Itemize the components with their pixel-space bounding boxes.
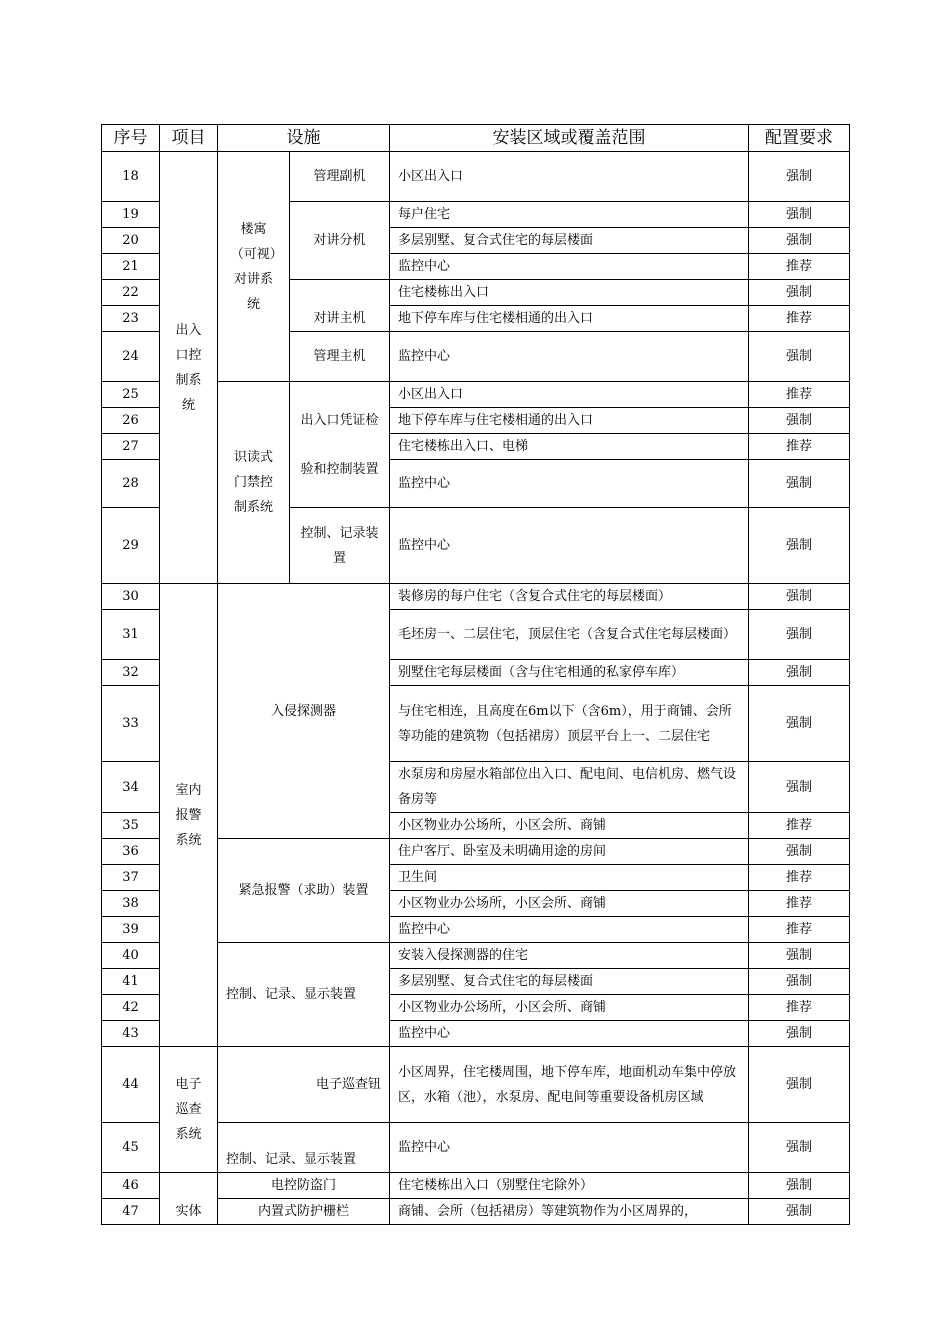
row-seq: 30: [102, 584, 160, 610]
row-area: 装修房的每户住宅（含复合式住宅的每层楼面）: [390, 584, 749, 610]
row-seq: 47: [102, 1199, 160, 1225]
row-area: 住宅楼栋出入口（别墅住宅除外）: [390, 1173, 749, 1199]
row-area: 监控中心: [390, 917, 749, 943]
facility-intercom: 楼寓（可视）对讲系统: [218, 152, 290, 382]
row-area: 监控中心: [390, 332, 749, 382]
row-seq: 25: [102, 382, 160, 408]
subfacility-main: 对讲主机: [290, 280, 390, 332]
row-req: 强制: [749, 1199, 850, 1225]
row-req: 强制: [749, 660, 850, 686]
row-seq: 27: [102, 434, 160, 460]
table-row: [102, 152, 850, 202]
row-seq: 24: [102, 332, 160, 382]
row-seq: 35: [102, 813, 160, 839]
facility-door: 电控防盗门: [218, 1173, 390, 1199]
facility-patrol-btn: 电子巡查钮: [218, 1047, 390, 1123]
row-area: 小区物业办公场所，小区会所、商铺: [390, 813, 749, 839]
header-facility: 设施: [218, 125, 390, 152]
row-req: 推荐: [749, 995, 850, 1021]
row-seq: 32: [102, 660, 160, 686]
row-area: 小区出入口: [390, 382, 749, 408]
row-req: 强制: [749, 969, 850, 995]
row-area: 卫生间: [390, 865, 749, 891]
row-seq: 21: [102, 254, 160, 280]
table-header-row: [102, 125, 850, 152]
row-area: 别墅住宅每层楼面（含与住宅相通的私家停车库）: [390, 660, 749, 686]
row-area: 与住宅相连，且高度在6m以下（含6m），用于商铺、会所等功能的建筑物（包括裙房）顶层平台上一、二层住宅: [390, 686, 749, 762]
row-area: 水泵房和房屋水箱部位出入口、配电间、电信机房、燃气设备房等: [390, 762, 749, 813]
spec-table-page: [101, 124, 849, 1225]
row-area: 地下停车库与住宅楼相通的出入口: [390, 408, 749, 434]
subfacility-mgr-main: 管理主机: [290, 332, 390, 382]
header-area: 安装区域或覆盖范围: [390, 125, 749, 152]
facility-patrol-ctrl: 控制、记录、显示装置: [218, 1123, 390, 1173]
row-seq: 37: [102, 865, 160, 891]
row-req: 强制: [749, 839, 850, 865]
row-seq: 18: [102, 152, 160, 202]
item-physical: 实体: [160, 1173, 218, 1225]
facility-card: 识读式门禁控制系统: [218, 382, 290, 584]
row-area: 住宅楼栋出入口、电梯: [390, 434, 749, 460]
header-item: 项目: [160, 125, 218, 152]
row-area: 监控中心: [390, 508, 749, 584]
row-seq: 34: [102, 762, 160, 813]
row-req: 强制: [749, 152, 850, 202]
facility-emergency: 紧急报警（求助）装置: [218, 839, 390, 943]
subfacility-credential: 出入口凭证检验和控制装置: [290, 382, 390, 508]
row-area: 每户住宅: [390, 202, 749, 228]
row-area: 住户客厅、卧室及未明确用途的房间: [390, 839, 749, 865]
row-req: 强制: [749, 1021, 850, 1047]
facility-fence: 内置式防护栅栏: [218, 1199, 390, 1225]
row-area: 小区出入口: [390, 152, 749, 202]
row-area: 住宅楼栋出入口: [390, 280, 749, 306]
row-seq: 41: [102, 969, 160, 995]
config-table: [101, 124, 850, 1225]
row-seq: 46: [102, 1173, 160, 1199]
row-seq: 39: [102, 917, 160, 943]
row-req: 推荐: [749, 382, 850, 408]
row-req: 推荐: [749, 434, 850, 460]
row-req: 推荐: [749, 891, 850, 917]
row-seq: 33: [102, 686, 160, 762]
subfacility-sub-mgr: 管理副机: [290, 152, 390, 202]
row-req: 强制: [749, 610, 850, 660]
row-seq: 43: [102, 1021, 160, 1047]
row-req: 强制: [749, 762, 850, 813]
row-area: 安装入侵探测器的住宅: [390, 943, 749, 969]
row-req: 强制: [749, 228, 850, 254]
row-req: 强制: [749, 686, 850, 762]
row-seq: 29: [102, 508, 160, 584]
row-area: 监控中心: [390, 460, 749, 508]
facility-ctrl-alarm: 控制、记录、显示装置: [218, 943, 390, 1047]
table-row: [102, 1047, 850, 1123]
row-req: 推荐: [749, 917, 850, 943]
row-req: 强制: [749, 408, 850, 434]
row-req: 强制: [749, 202, 850, 228]
row-seq: 23: [102, 306, 160, 332]
row-req: 强制: [749, 1123, 850, 1173]
table-row: [102, 584, 850, 610]
table-row: [102, 1173, 850, 1199]
row-req: 推荐: [749, 254, 850, 280]
row-area: 监控中心: [390, 1021, 749, 1047]
row-seq: 45: [102, 1123, 160, 1173]
row-area: 多层别墅、复合式住宅的每层楼面: [390, 969, 749, 995]
row-req: 强制: [749, 1173, 850, 1199]
header-seq: 序号: [102, 125, 160, 152]
row-req: 强制: [749, 584, 850, 610]
row-area: 毛坯房一、二层住宅，顶层住宅（含复合式住宅每层楼面）: [390, 610, 749, 660]
row-area: 小区物业办公场所，小区会所、商铺: [390, 891, 749, 917]
row-seq: 20: [102, 228, 160, 254]
row-req: 推荐: [749, 865, 850, 891]
row-seq: 40: [102, 943, 160, 969]
row-req: 强制: [749, 508, 850, 584]
item-access: 出入口控制系统: [160, 152, 218, 584]
header-req: 配置要求: [749, 125, 850, 152]
row-seq: 36: [102, 839, 160, 865]
row-seq: 31: [102, 610, 160, 660]
row-req: 强制: [749, 943, 850, 969]
row-area: 商铺、会所（包括裙房）等建筑物作为小区周界的，: [390, 1199, 749, 1225]
row-area: 监控中心: [390, 1123, 749, 1173]
row-area: 多层别墅、复合式住宅的每层楼面: [390, 228, 749, 254]
row-req: 强制: [749, 460, 850, 508]
row-req: 强制: [749, 1047, 850, 1123]
subfacility-branch: 对讲分机: [290, 202, 390, 280]
row-req: 推荐: [749, 813, 850, 839]
row-seq: 26: [102, 408, 160, 434]
facility-intrusion: 入侵探测器: [218, 584, 390, 839]
row-seq: 44: [102, 1047, 160, 1123]
row-req: 强制: [749, 332, 850, 382]
subfacility-ctrl-record: 控制、记录装置: [290, 508, 390, 584]
item-patrol: 电子巡查系统: [160, 1047, 218, 1173]
row-area: 小区物业办公场所，小区会所、商铺: [390, 995, 749, 1021]
row-seq: 42: [102, 995, 160, 1021]
row-area: 地下停车库与住宅楼相通的出入口: [390, 306, 749, 332]
row-area: 监控中心: [390, 254, 749, 280]
row-seq: 28: [102, 460, 160, 508]
row-req: 强制: [749, 280, 850, 306]
row-seq: 19: [102, 202, 160, 228]
row-seq: 22: [102, 280, 160, 306]
row-area: 小区周界，住宅楼周围，地下停车库，地面机动车集中停放区，水箱（池），水泵房、配电间等重要设备机房区域: [390, 1047, 749, 1123]
row-seq: 38: [102, 891, 160, 917]
row-req: 推荐: [749, 306, 850, 332]
item-alarm: 室内报警系统: [160, 584, 218, 1047]
